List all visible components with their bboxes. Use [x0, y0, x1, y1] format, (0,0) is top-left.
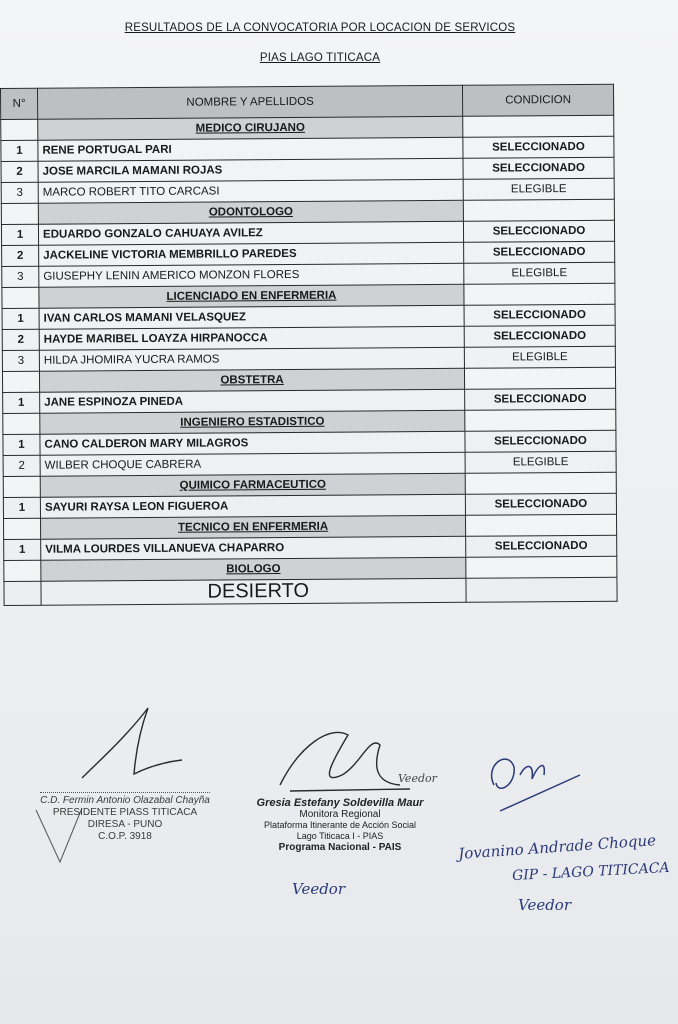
category-blank-cell — [466, 556, 617, 578]
stamp-left-role: PRESIDENTE PIASS TITICACA — [52, 807, 198, 818]
stamp-left-org: DIRESA - PUNO — [87, 819, 163, 830]
row-number: 2 — [2, 245, 39, 266]
category-blank-cell — [465, 409, 616, 431]
table-body — [1, 115, 617, 605]
row-condition: ELEGIBLE — [464, 262, 615, 284]
document-subtitle: PIAS LAGO TITICACA — [259, 52, 381, 64]
right-hand-role: Veedor — [518, 896, 572, 914]
desierto-blank-cell — [4, 581, 41, 605]
category-name: BIOLOGO — [41, 557, 466, 581]
category-name: INGENIERO ESTADISTICO — [40, 410, 465, 434]
signature-right — [480, 745, 590, 820]
row-condition: SELECCIONADO — [464, 304, 615, 326]
stamp-middle-role: Monitora Regional — [299, 809, 381, 820]
row-condition: SELECCIONADO — [463, 157, 614, 179]
row-number: 1 — [3, 434, 40, 455]
category-blank-cell — [1, 119, 38, 140]
category-blank-cell — [1, 203, 38, 224]
category-name: ODONTOLOGO — [38, 200, 463, 224]
stamp-left-name: C.D. Fermin Antonio Olazabal Chayña — [40, 795, 210, 806]
category-name: OBSTETRA — [39, 368, 464, 392]
row-name: JANE ESPINOZA PINEDA — [40, 389, 465, 413]
row-condition: SELECCIONADO — [466, 535, 617, 557]
row-name: EDUARDO GONZALO CAHUAYA AVILEZ — [38, 221, 463, 245]
row-name: CANO CALDERON MARY MILAGROS — [40, 431, 465, 455]
right-hand-org: GIP - LAGO TITICACA — [511, 859, 670, 885]
category-blank-cell — [463, 199, 614, 221]
category-blank-cell — [3, 476, 40, 497]
category-name: QUIMICO FARMACEUTICO — [40, 473, 465, 497]
stamp-middle-line2: Lago Titicaca I - PIAS — [296, 831, 384, 841]
category-blank-cell — [465, 514, 616, 536]
category-name: LICENCIADO EN ENFERMERIA — [39, 284, 464, 308]
row-name: JOSE MARCILA MAMANI ROJAS — [38, 158, 463, 182]
results-table — [0, 84, 618, 606]
row-number: 1 — [3, 392, 40, 413]
row-number: 1 — [1, 140, 38, 161]
category-blank-cell — [464, 367, 615, 389]
category-name: TECNICO EN ENFERMERIA — [41, 515, 466, 539]
row-number: 2 — [3, 455, 40, 476]
signature-left — [70, 700, 190, 790]
row-number: 1 — [3, 497, 40, 518]
row-name: SAYURI RAYSA LEON FIGUEROA — [40, 494, 465, 518]
desierto-label: DESIERTO — [41, 578, 466, 605]
row-number: 1 — [4, 539, 41, 560]
row-name: GIUSEPHY LENIN AMERICO MONZON FLORES — [39, 263, 464, 287]
row-name: VILMA LOURDES VILLANUEVA CHAPARRO — [41, 536, 466, 560]
header-name: NOMBRE Y APELLIDOS — [38, 85, 463, 119]
row-number: 3 — [1, 182, 38, 203]
category-blank-cell — [2, 371, 39, 392]
middle-hand-note: Veedor — [292, 880, 346, 898]
row-condition: SELECCIONADO — [464, 241, 615, 263]
stamp-left — [40, 792, 210, 843]
row-number: 3 — [2, 350, 39, 371]
row-condition: SELECCIONADO — [463, 220, 614, 242]
row-number: 1 — [2, 308, 39, 329]
stamp-middle-name: Gresia Estefany Soldevilla Maur — [256, 797, 424, 809]
table-header-row — [1, 84, 614, 119]
row-name: MARCO ROBERT TITO CARCASI — [38, 179, 463, 203]
row-condition: ELEGIBLE — [463, 178, 614, 200]
row-name: JACKELINE VICTORIA MEMBRILLO PAREDES — [39, 242, 464, 266]
stamp-middle-line3: Programa Nacional - PAIS — [278, 842, 402, 853]
row-number: 2 — [1, 161, 38, 182]
header-number: N° — [1, 88, 38, 119]
row-condition: ELEGIBLE — [465, 451, 616, 473]
row-number: 2 — [2, 329, 39, 350]
row-number: 1 — [1, 224, 38, 245]
category-name: MEDICO CIRUJANO — [38, 116, 463, 140]
row-condition: SELECCIONADO — [465, 493, 616, 515]
row-condition: SELECCIONADO — [463, 136, 614, 158]
category-blank-cell — [4, 560, 41, 581]
category-blank-cell — [3, 413, 40, 434]
row-condition: SELECCIONADO — [465, 388, 616, 410]
category-blank-cell — [4, 518, 41, 539]
row-condition: SELECCIONADO — [465, 430, 616, 452]
desierto-row — [4, 577, 617, 605]
category-blank-cell — [464, 283, 615, 305]
row-name: WILBER CHOQUE CABRERA — [40, 452, 465, 476]
desierto-blank-cell — [466, 577, 617, 602]
row-number: 3 — [2, 266, 39, 287]
header-condition: CONDICION — [462, 84, 613, 116]
category-blank-cell — [2, 287, 39, 308]
row-name: HILDA JHOMIRA YUCRA RAMOS — [39, 347, 464, 371]
category-blank-cell — [465, 472, 616, 494]
row-name: IVAN CARLOS MAMANI VELASQUEZ — [39, 305, 464, 329]
row-name: RENE PORTUGAL PARI — [38, 137, 463, 161]
stamp-middle — [240, 798, 440, 853]
row-condition: ELEGIBLE — [464, 346, 615, 368]
row-name: HAYDE MARIBEL LOAYZA HIRPANOCCA — [39, 326, 464, 350]
category-blank-cell — [463, 115, 614, 137]
stamp-middle-line1: Plataforma Itinerante de Acción Social — [263, 820, 417, 830]
document-title: RESULTADOS DE LA CONVOCATORIA POR LOCACION DE SERVICOS — [124, 22, 516, 34]
stamp-left-cop: C.O.P. 3918 — [98, 831, 152, 842]
row-condition: SELECCIONADO — [464, 325, 615, 347]
middle-scribble: Veedor — [398, 772, 437, 785]
signature-middle — [260, 715, 420, 805]
right-hand-name: Jovanino Andrade Choque — [457, 831, 657, 863]
